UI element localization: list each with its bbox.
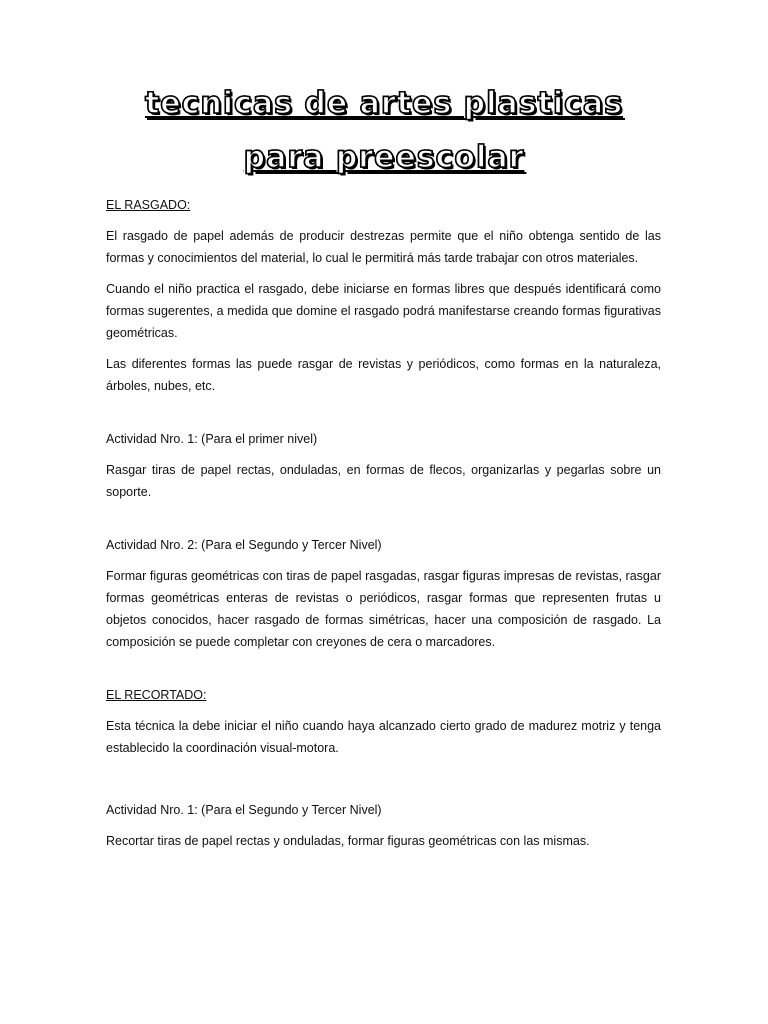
document-title-line-1: tecnicas de artes plasticas <box>144 86 624 121</box>
document-title-line-2: para preescolar <box>243 140 525 175</box>
activity-label: Actividad Nro. 1: (Para el Segundo y Tercer Nivel) <box>106 803 382 817</box>
paragraph: Cuando el niño practica el rasgado, debe iniciarse en formas libres que después identificará como formas sugerentes, a medida que domine el rasgado podrá manifestarse creando formas figurativas geométricas. <box>106 282 661 340</box>
activity-label: Actividad Nro. 1: (Para el primer nivel) <box>106 432 318 446</box>
paragraph: El rasgado de papel además de producir destrezas permite que el niño obtenga sentido de las formas y conocimientos del material, lo cual le permitirá más tarde trabajar con otros materiales. <box>106 229 661 265</box>
activity-text: Rasgar tiras de papel rectas, onduladas, en formas de flecos, organizarlas y pegarlas sobre un soporte. <box>106 463 661 499</box>
activity-text: Formar figuras geométricas con tiras de papel rasgadas, rasgar figuras impresas de revistas, rasgar formas geométricas enteras de revistas o periódicos, rasgar formas que representen frutas u objetos conocidos, hacer rasgado de formas simétricas, hacer una composición de rasgado. La composición se puede completar con creyones de cera o marcadores. <box>106 569 661 649</box>
document-body <box>106 194 661 852</box>
paragraph: Esta técnica la debe iniciar el niño cuando haya alcanzado cierto grado de madurez motriz y tenga establecido la coordinación visual-motora. <box>106 719 661 755</box>
paragraph: Las diferentes formas las puede rasgar de revistas y periódicos, como formas en la naturaleza, árboles, nubes, etc. <box>106 357 661 393</box>
section-heading-recortado: EL RECORTADO: <box>106 688 207 702</box>
activity-label: Actividad Nro. 2: (Para el Segundo y Tercer Nivel) <box>106 538 382 552</box>
section-heading-rasgado: EL RASGADO: <box>106 198 191 212</box>
activity-text: Recortar tiras de papel rectas y onduladas, formar figuras geométricas con las mismas. <box>106 834 590 848</box>
